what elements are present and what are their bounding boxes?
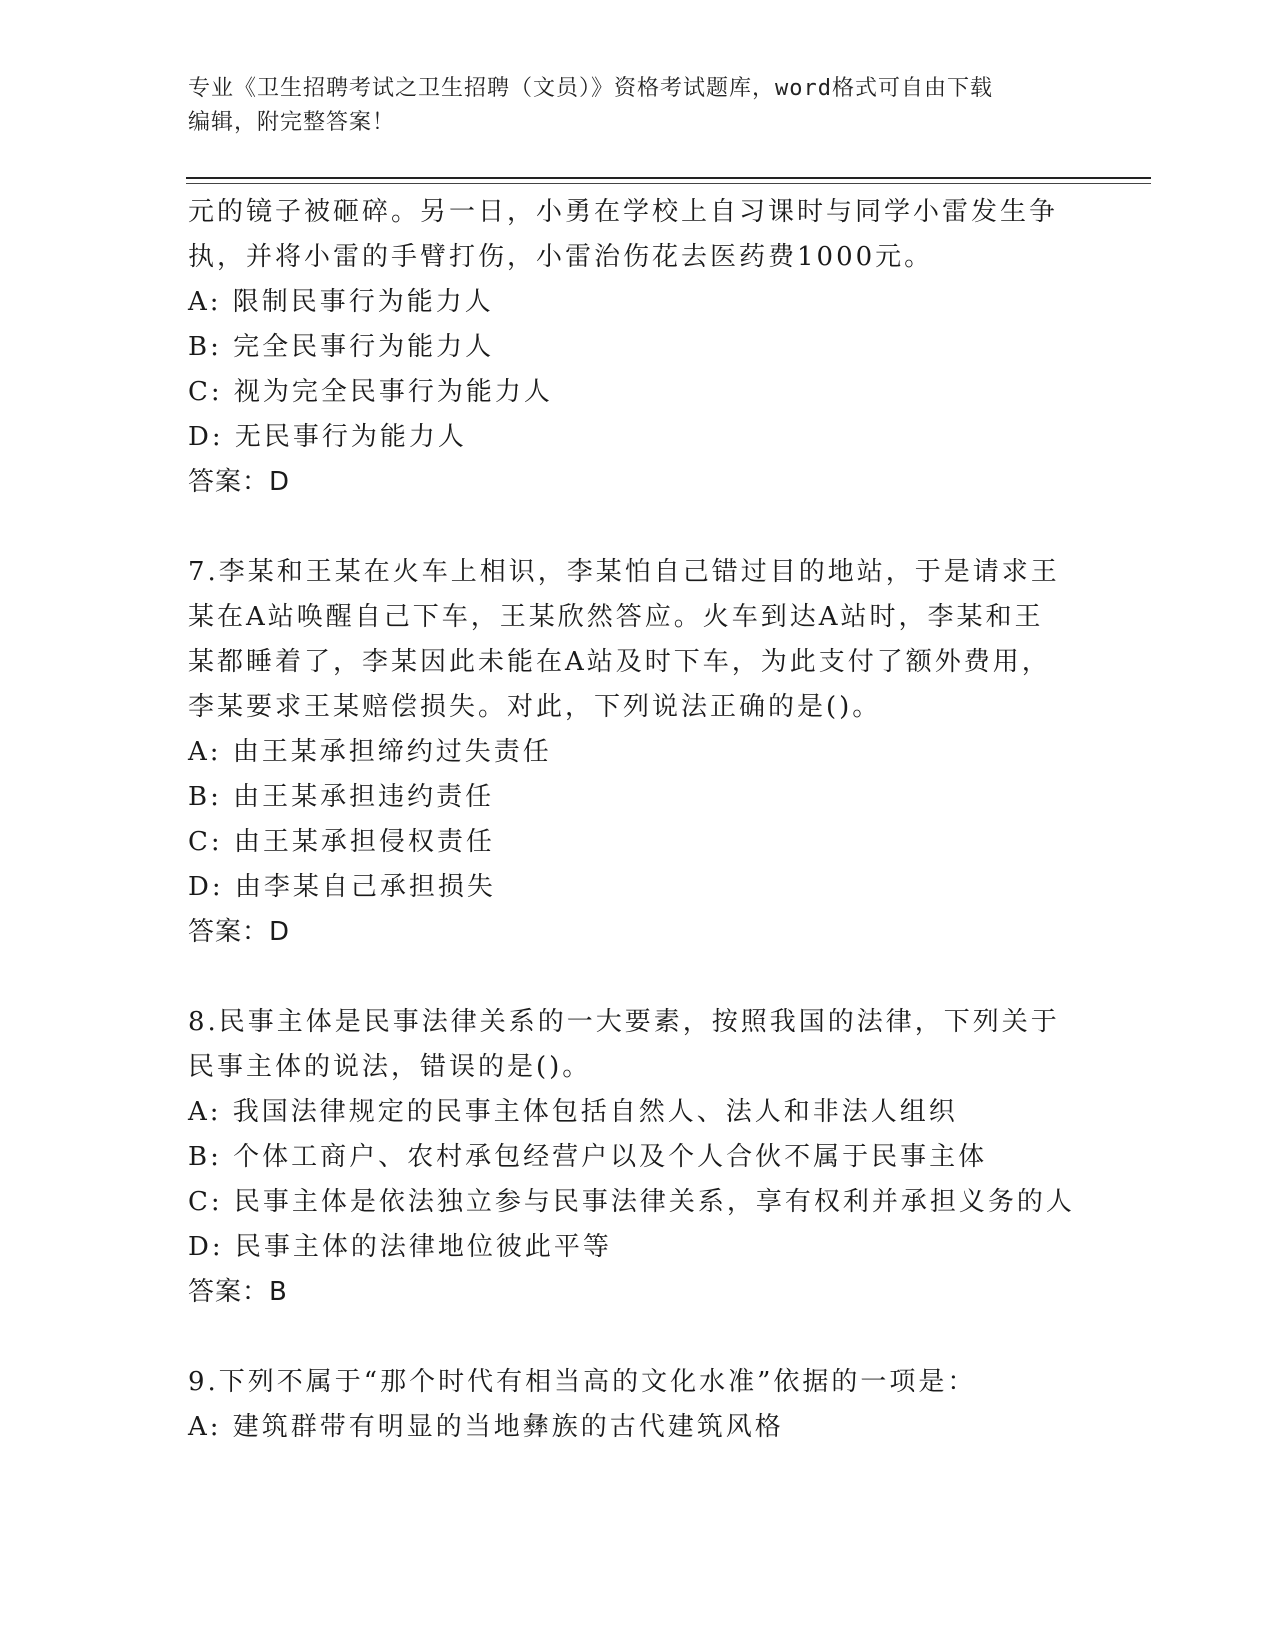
- spacer: [188, 1315, 1088, 1360]
- option-a: A: 由王某承担缔约过失责任: [188, 737, 552, 767]
- document-body: [188, 190, 1088, 1450]
- question-text-line: 8.民事主体是民事法律关系的一大要素，按照我国的法律，下列关于: [188, 1007, 1060, 1037]
- header-divider-thin: [186, 183, 1151, 184]
- option-d: D: 无民事行为能力人: [188, 422, 467, 452]
- answer-line: 答案：D: [188, 467, 291, 497]
- answer-line: 答案：D: [188, 917, 291, 947]
- header-divider-thick: [186, 177, 1151, 179]
- option-c: C: 视为完全民事行为能力人: [188, 377, 553, 407]
- question-text-line: 民事主体的说法，错误的是()。: [188, 1052, 592, 1082]
- page-header: [188, 72, 1088, 140]
- option-d: D: 民事主体的法律地位彼此平等: [188, 1232, 612, 1262]
- question-text-line: 7.李某和王某在火车上相识，李某怕自己错过目的地站，于是请求王: [188, 557, 1060, 587]
- question-text-line: 李某要求王某赔偿损失。对此，下列说法正确的是()。: [188, 692, 882, 722]
- question-6-continuation: [188, 190, 1088, 505]
- spacer: [188, 505, 1088, 550]
- question-9: [188, 1360, 1088, 1450]
- option-b: B: 个体工商户、农村承包经营户以及个人合伙不属于民事主体: [188, 1142, 988, 1172]
- option-b: B: 完全民事行为能力人: [188, 332, 495, 362]
- option-a: A: 限制民事行为能力人: [188, 287, 494, 317]
- option-a: A: 建筑群带有明显的当地彝族的古代建筑风格: [188, 1412, 784, 1442]
- question-text-line: 某都睡着了，李某因此未能在A站及时下车，为此支付了额外费用，: [188, 647, 1051, 677]
- option-b: B: 由王某承担违约责任: [188, 782, 495, 812]
- option-d: D: 由李某自己承担损失: [188, 872, 496, 902]
- question-text-line: 某在A站唤醒自己下车，王某欣然答应。火车到达A站时，李某和王: [188, 602, 1044, 632]
- option-c: C: 由王某承担侵权责任: [188, 827, 495, 857]
- header-line-1: 专业《卫生招聘考试之卫生招聘（文员）》资格考试题库，word格式可自由下载: [188, 76, 993, 101]
- question-text-line: 9.下列不属于“那个时代有相当高的文化水准”依据的一项是：: [188, 1367, 977, 1397]
- option-a: A: 我国法律规定的民事主体包括自然人、法人和非法人组织: [188, 1097, 958, 1127]
- question-text-line: 元的镜子被砸碎。另一日，小勇在学校上自习课时与同学小雷发生争: [188, 197, 1059, 227]
- question-8: [188, 1000, 1088, 1315]
- answer-line: 答案：B: [188, 1277, 288, 1307]
- header-line-2: 编辑，附完整答案！: [188, 110, 396, 135]
- question-7: [188, 550, 1088, 955]
- option-c: C: 民事主体是依法独立参与民事法律关系，享有权利并承担义务的人: [188, 1187, 1075, 1217]
- question-text-line: 执，并将小雷的手臂打伤，小雷治伤花去医药费1000元。: [188, 242, 934, 272]
- spacer: [188, 955, 1088, 1000]
